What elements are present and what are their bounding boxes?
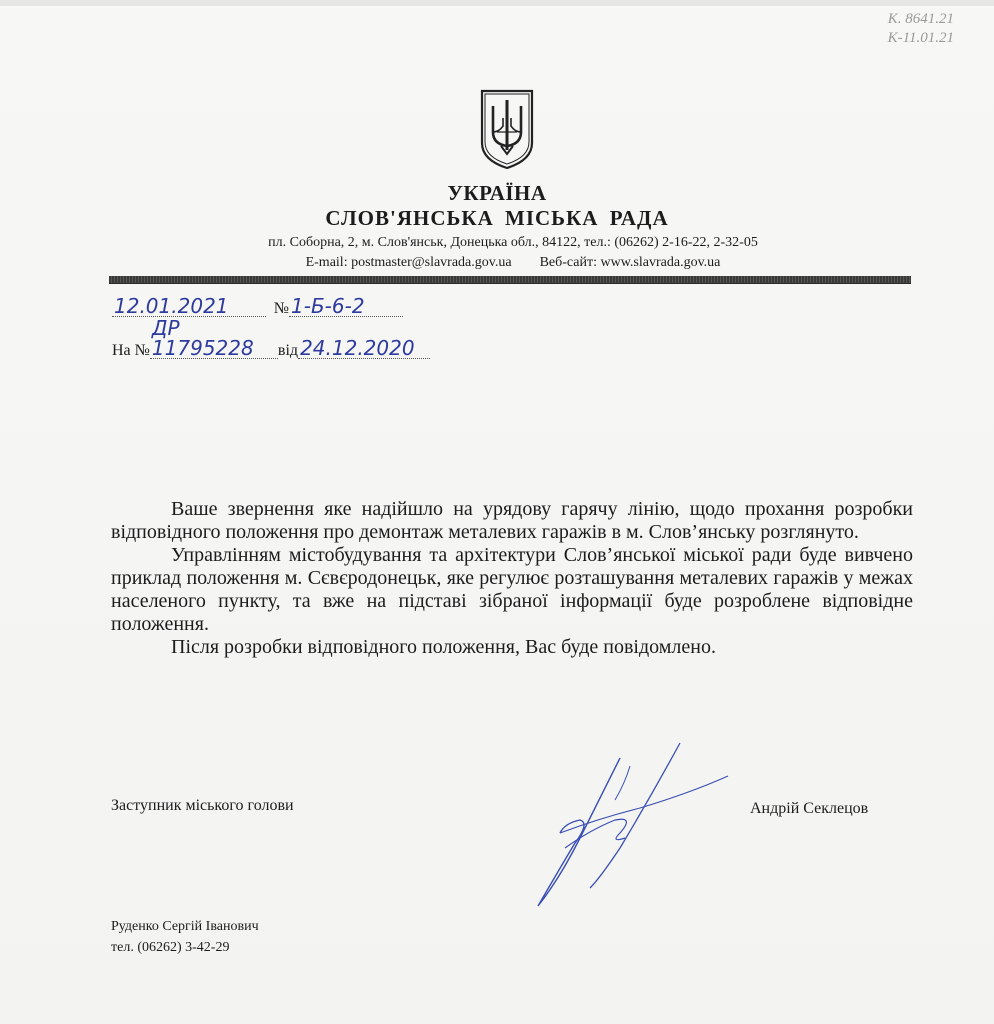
letterhead-divider [109, 276, 911, 284]
executor-phone: тел. (06262) 3-42-29 [111, 940, 230, 955]
council-contacts [0, 255, 994, 271]
council-address: пл. Соборна, 2, м. Слов'янськ, Донецька обл., 84122, тел.: (06262) 2-16-22, 2-32-05 [268, 235, 758, 250]
country-title: УКРАЇНА [447, 181, 547, 205]
number-label: № [273, 300, 290, 317]
body-paragraph: Ваше звернення яке надійшло на урядову гарячу лінію, щодо прохання розробки відповідного положення про демонтаж металевих гаражів в м. Слов’янську розглянуто. [111, 498, 913, 543]
executor-name: Руденко Сергій Іванович [111, 919, 259, 934]
trident-emblem-icon [479, 88, 535, 170]
council-website: Веб-сайт: www.slavrada.gov.ua [539, 255, 721, 270]
outgoing-number: 1-Б-6-2 [289, 296, 403, 317]
scan-edge [0, 0, 994, 6]
signer-name: Андрій Секлецов [750, 800, 869, 817]
body-paragraph: Після розробки відповідного положення, Вас буде повідомлено. [171, 636, 716, 658]
executor-block [111, 916, 259, 958]
signer-position: Заступник міського голови [111, 797, 294, 814]
outgoing-registration [112, 296, 403, 318]
reference-date: 24.12.2020 [298, 338, 430, 359]
corner-note-line: К-11.01.21 [887, 30, 954, 46]
body-paragraph: Управлінням містобудування та архітектури Слов’янської міської ради буде вивчено приклад положення м. Сєвєродонецьк, яке регулює розташування металевих гаражів у межах населеного пункту, та вже на підставі зібраної інформації буде розроблене відповідне положення. [111, 544, 913, 635]
reference-label: На № [112, 342, 150, 359]
handwritten-signature [520, 738, 730, 913]
council-title: СЛОВ'ЯНСЬКА МІСЬКА РАДА [325, 206, 669, 230]
council-email: E-mail: postmaster@slavrada.gov.ua [305, 255, 512, 270]
letter-body [111, 498, 913, 659]
corner-note-line: К. 8641.21 [887, 11, 954, 27]
reference-number: ДР 11795228 [150, 318, 278, 359]
incoming-reference [112, 318, 430, 360]
from-label: від [277, 342, 299, 359]
corner-registration-note [814, 10, 954, 48]
outgoing-date: 12.01.2021 [112, 296, 266, 317]
